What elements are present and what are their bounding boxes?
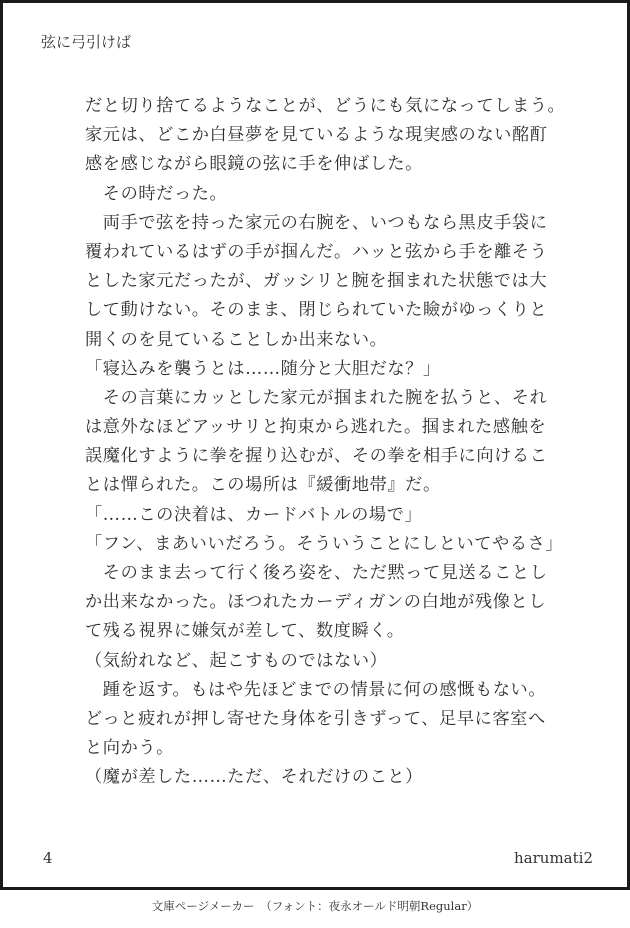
text-line: して動けない。そのまま、閉じられていた瞼がゆっくりと [85, 300, 548, 321]
text-line: か出来なかった。ほつれたカーディガンの白地が残像とし [85, 592, 547, 613]
text-line: 「寝込みを襲うとは……随分と大胆だな？」 [85, 358, 441, 379]
text-line: 踵を返す。もはや先ほどまでの情景に何の感慨もない。 [85, 679, 547, 700]
text-line: とした家元だったが、ガッシリと腕を掴まれた状態では大 [85, 271, 548, 292]
text-line: 覆われているはずの手が掴んだ。ハッと弦から手を離そう [85, 241, 548, 262]
text-line: と向かう。 [85, 738, 174, 759]
text-line: 両手で弦を持った家元の右腕を、いつもなら黒皮手袋に [85, 212, 548, 233]
text-line: 誤魔化すように拳を握り込むが、その拳を相手に向けるこ [85, 446, 548, 467]
text-line: とは憚られた。この場所は『緩衝地帯』だ。 [85, 475, 441, 496]
text-line: そのまま去って行く後ろ姿を、ただ黙って見送ることし [85, 563, 548, 583]
running-header-title: 弦に弓引けば [41, 33, 132, 51]
text-line: （気紛れなど、起こすものではない） [85, 650, 388, 671]
text-line: その言葉にカッとした家元が掴まれた腕を払うと、それ [85, 387, 548, 408]
text-line: だと切り捨てるようなことが、どうにも気になってしまう。 [85, 96, 566, 116]
text-line: その時だった。 [85, 183, 228, 204]
text-line: は意外なほどアッサリと拘束から逃れた。掴まれた感触を [85, 417, 547, 438]
text-line: 家元は、どこか白昼夢を見ているような現実感のない酩酊 [85, 125, 548, 146]
text-line: て残る視界に嫌気が差して、数度瞬く。 [85, 621, 405, 642]
text-line: 「……この決着は、カードバトルの場で」 [85, 504, 423, 525]
text-line: （魔が差した……ただ、それだけのこと） [85, 767, 423, 788]
page-body-text [85, 92, 585, 793]
author-name: harumati2 [514, 849, 593, 867]
generator-credit: 文庫ページメーカー （フォント：夜永オールド明朝Regular） [151, 899, 479, 913]
text-line: 開くのを見ていることしか出来ない。 [85, 329, 388, 350]
page-number: 4 [43, 849, 53, 867]
text-line: 感を感じながら眼鏡の弦に手を伸ばした。 [85, 154, 423, 175]
text-line: どっと疲れが押し寄せた身体を引きずって、足早に客室へ [85, 708, 546, 729]
text-line: 「フン、まあいいだろう。そういうことにしといてやるさ」 [85, 533, 564, 554]
